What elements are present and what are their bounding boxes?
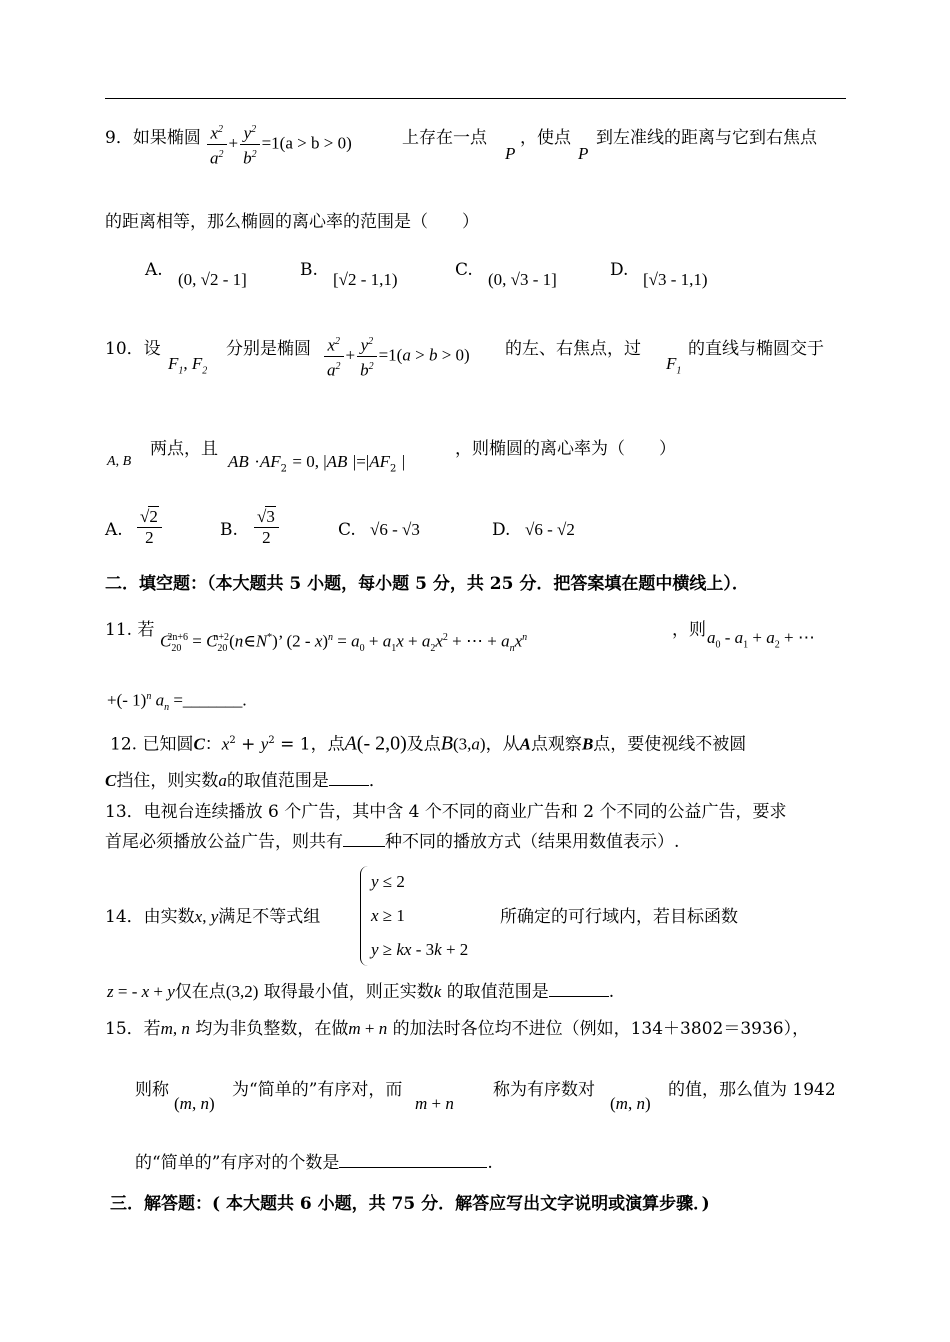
q11-answer-blank: =_______. <box>173 690 247 710</box>
q15-line1: 15．若m, n 均为非负整数，在做m + n 的加法时各位均不进位（例如，134＋3802＝3936）， <box>105 1019 810 1039</box>
section-3-heading: 三．解答题：( 本大题共 6 小题，共 75 分．解答应写出文字说明或演算步骤．) <box>110 1194 710 1214</box>
q9-option-c: (0, √3 - 1] <box>488 270 557 289</box>
q10-option-b: $\frac{√3}{2}$ <box>252 506 281 548</box>
header-rule <box>105 98 846 99</box>
q9-option-c-label: C. <box>455 260 473 280</box>
section-2-heading: 二．填空题：（本大题共 5 小题，每小题 5 分，共 25 分．把答案填在题中横线上）． <box>105 574 749 594</box>
q10-option-d: √6 - √2 <box>525 520 575 539</box>
q12-line2: C挡住，则实数a的取值范围是 ． <box>105 771 386 791</box>
q9-line2: 的距离相等，那么椭圆的离心率的范围是（ ） <box>105 212 479 232</box>
q9-option-d-label: D. <box>610 260 629 280</box>
q9-ellipse-eq: $\frac{x^2}{a^2}$ + $\frac{y^2}{b^2}$ =1(a > b > 0) <box>205 120 352 168</box>
q10-option-d-label: D. <box>492 520 511 540</box>
q14-line1: 14．由实数x, y满足不等式组 <box>105 907 321 927</box>
q9-option-a: (0, √2 - 1] <box>178 270 247 289</box>
q11-line2: +(- 1)$^n$ $a_n$ =_______. <box>107 690 247 714</box>
q10-ellipse-eq: $\frac{x^2}{a^2}$ + $\frac{y^2}{b^2}$ =1(a > b > 0) <box>322 332 470 380</box>
q11-line1: 11. 若 <box>105 620 155 640</box>
q10-vector-condition: AB $\cdot AF_2 = 0$, |AB $|=|AF_2$ | <box>228 452 406 475</box>
q9-number: 9． <box>105 128 133 148</box>
q9-option-b-label: B. <box>300 260 318 280</box>
q14-line2: z = - x + y仅在点(3,2) 取得最小值，则正实数k 的取值范围是 . <box>107 982 615 1002</box>
q15-line3: 的“简单的”有序对的个数是 . <box>135 1153 493 1173</box>
q14-inequality-system: y ≤ 2 x ≥ 1 y ≥ kx - 3k + 2 <box>360 866 511 966</box>
q10-line1: 10．设 <box>105 339 161 359</box>
q12-answer-blank <box>329 785 369 786</box>
q13-answer-blank <box>343 846 385 847</box>
q10-option-a: $\frac{√2}{2}$ <box>135 506 164 548</box>
q10-option-b-label: B. <box>220 520 238 540</box>
q9-option-d: [√3 - 1,1) <box>643 270 708 289</box>
q14-answer-blank <box>549 996 609 997</box>
q10-option-c-label: C. <box>338 520 356 540</box>
q15-answer-blank <box>339 1167 487 1168</box>
q11-formula: $C_{20}^{2n+6}$ = $C_{20}^{n+2}(n\in N^*)$’ $(2 - x)^n = a_0 + a_1x + a_2x^2$ + ⋯ + $a_nx^n$ <box>160 631 528 655</box>
q10-option-c: √6 - √3 <box>370 520 420 539</box>
q9-line1: 9．如果椭圆 <box>105 128 201 148</box>
q12-line1: 12. 已知圆C：$x^2 + y^2 = 1$，点A(- 2,0)及点B(3,a)，从A点观察B点，要使视线不被圆 <box>110 732 747 755</box>
q13-line2: 首尾必须播放公益广告，则共有 种不同的播放方式（结果用数值表示）. <box>105 832 680 852</box>
q13-line1: 13．电视台连续播放 6 个广告，其中含 4 个不同的商业广告和 2 个不同的公益广告，要求 <box>105 802 787 822</box>
q9-option-b: [√2 - 1,1) <box>333 270 398 289</box>
q9-option-a-label: A. <box>145 260 163 280</box>
q10-option-a-label: A. <box>105 520 123 540</box>
